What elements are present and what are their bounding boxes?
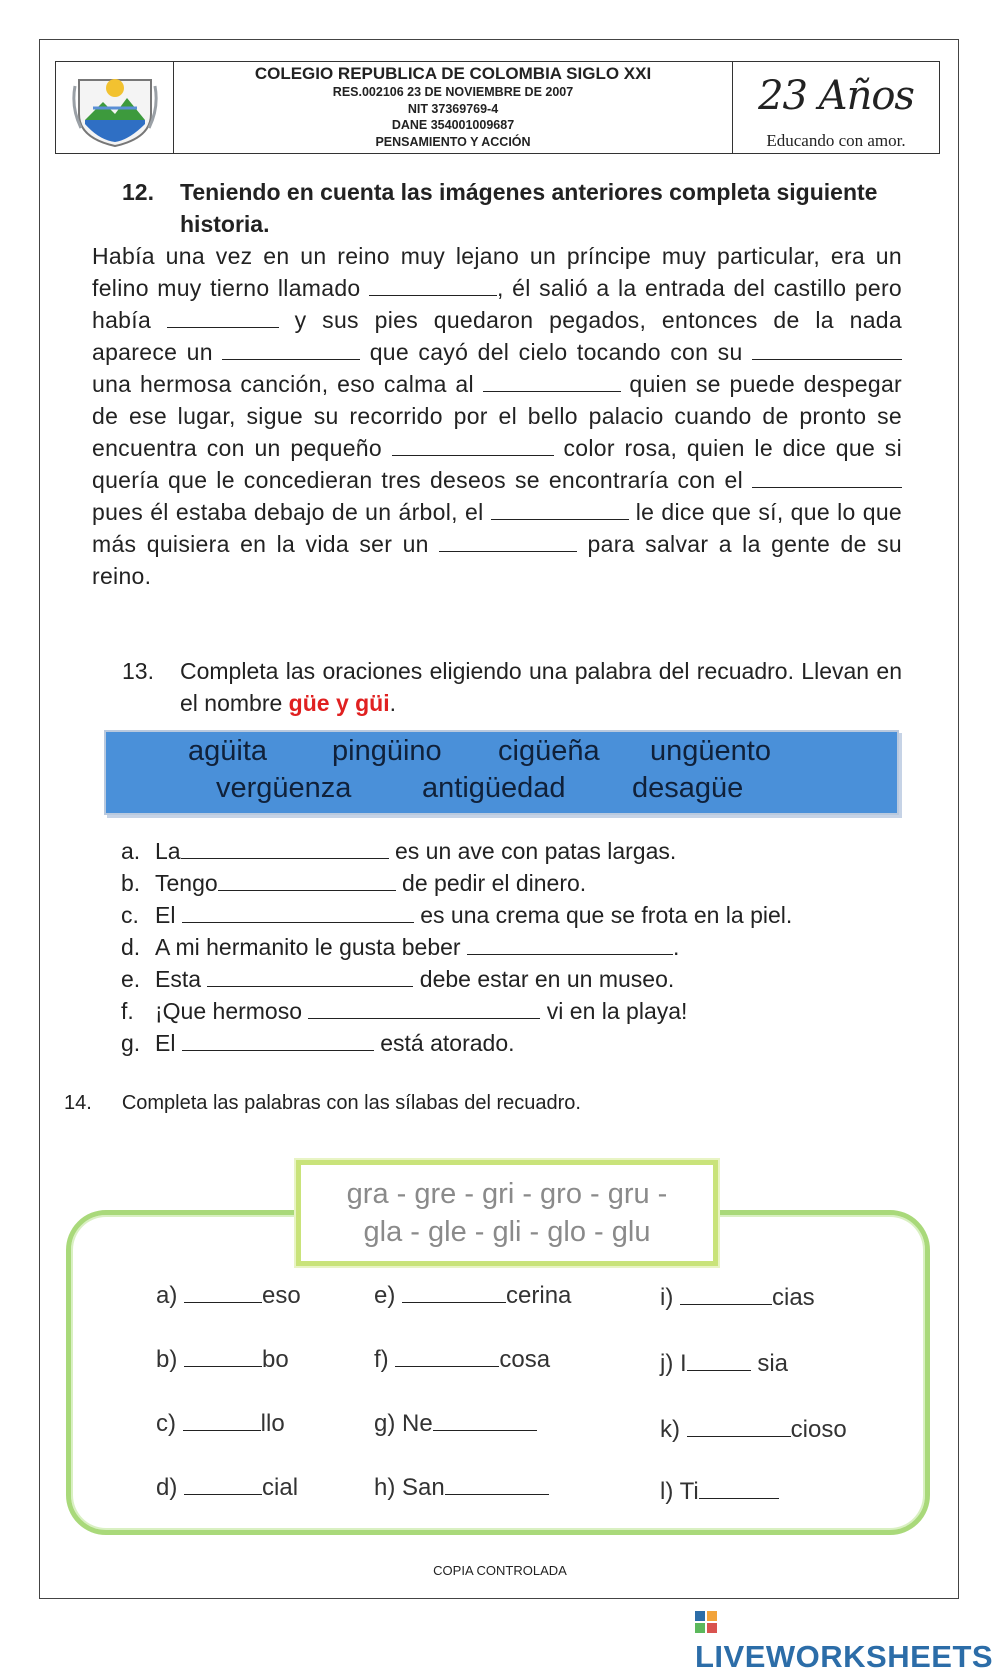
syllable-blank[interactable]: [402, 1282, 506, 1303]
sentence-item: [121, 899, 792, 931]
word-bank: [104, 730, 899, 815]
item-label: i): [660, 1284, 674, 1311]
sentence-blank[interactable]: [207, 966, 413, 987]
sentence-letter: a.: [121, 838, 141, 864]
syllable-blank[interactable]: [687, 1416, 791, 1437]
item-after: cias: [772, 1284, 815, 1311]
sentence-blank[interactable]: [308, 998, 540, 1019]
story-part: para salvar a la gente de su reino.: [92, 531, 902, 589]
item-before: Ti: [679, 1478, 699, 1505]
story-part: le dice que sí, que lo que más quisiera en la vida ser un: [92, 499, 902, 557]
item-label: j): [660, 1350, 674, 1377]
story-part: pues él estaba debajo de un árbol, el: [92, 499, 491, 525]
crest-icon: [69, 68, 161, 148]
story-part: una hermosa canción, eso calma al: [92, 371, 483, 397]
syllable-item: [156, 1474, 298, 1502]
story-blank[interactable]: [752, 467, 902, 488]
syllable-item: [374, 1346, 550, 1374]
word-bank-item: cigüeña: [498, 735, 600, 767]
item-after: cial: [262, 1474, 299, 1501]
story-blank[interactable]: [369, 275, 497, 296]
sentence-before: A mi hermanito le gusta beber: [155, 934, 467, 960]
sentence-after: de pedir el dinero.: [395, 870, 587, 896]
school-dane: DANE 354001009687: [391, 118, 515, 132]
item-label: d): [156, 1474, 178, 1501]
syllable-item: [374, 1474, 549, 1502]
q12-title: Teniendo en cuenta las imágenes anteriores completa siguiente historia.: [180, 179, 878, 237]
school-header: [55, 61, 940, 154]
syllable-blank[interactable]: [184, 1282, 262, 1303]
item-label: f): [374, 1346, 389, 1373]
controlled-copy-note: COPIA CONTROLADA: [433, 1563, 567, 1578]
sentence-item: [121, 867, 586, 899]
item-after: llo: [260, 1410, 285, 1437]
syllable-item: [660, 1478, 779, 1506]
sentence-after: .: [672, 934, 680, 960]
syllables-line: gla - gle - gli - glo - glu: [363, 1216, 651, 1248]
word-bank-item: desagüe: [632, 772, 744, 804]
item-label: l): [660, 1478, 674, 1505]
item-after: bo: [262, 1346, 289, 1373]
q13-number: 13.: [122, 658, 154, 684]
syllable-blank[interactable]: [680, 1284, 772, 1305]
story-blank[interactable]: [491, 499, 629, 520]
item-before: Ne: [402, 1410, 433, 1437]
sentence-blank[interactable]: [182, 902, 414, 923]
syllable-blank[interactable]: [184, 1474, 262, 1495]
syllable-item: [660, 1416, 847, 1444]
syllable-blank[interactable]: [699, 1478, 779, 1499]
sentence-letter: b.: [121, 870, 141, 896]
sentence-item: [121, 835, 676, 867]
sentence-blank[interactable]: [181, 838, 389, 859]
q13-highlight: güe y güi: [288, 690, 390, 716]
syllable-blank[interactable]: [184, 1346, 262, 1367]
story-blank[interactable]: [483, 371, 621, 392]
school-resolution: RES.002106 23 DE NOVIEMBRE DE 2007: [332, 85, 574, 99]
story-part: quien se puede despegar de ese lugar, sigue su recorrido por el bello palacio cuando de pronto se encuentra con un pequeño: [92, 371, 902, 461]
story-blank[interactable]: [392, 435, 554, 456]
story-part: Había una vez en un reino muy lejano un príncipe muy particular, era un felino muy tierno llamado: [92, 243, 902, 301]
item-label: k): [660, 1416, 680, 1443]
sentence-blank[interactable]: [182, 1030, 374, 1051]
sentence-after: vi en la playa!: [540, 998, 688, 1024]
item-after: eso: [262, 1282, 301, 1309]
sentence-before: El: [155, 902, 182, 928]
sentence-item: [121, 963, 674, 995]
syllable-blank[interactable]: [183, 1410, 261, 1431]
sentence-before: Tengo: [155, 870, 218, 896]
sentence-item: [121, 1027, 515, 1059]
school-nit: NIT 37369769-4: [407, 101, 499, 116]
item-label: c): [156, 1410, 176, 1437]
syllables-line: gra - gre - gri - gro - gru -: [346, 1178, 668, 1210]
sentence-blank[interactable]: [218, 870, 396, 891]
story-blank[interactable]: [439, 531, 577, 552]
story-part: , él salió a la entrada del castillo pero había: [92, 275, 902, 333]
item-label: a): [156, 1282, 178, 1309]
item-after: cosa: [499, 1346, 551, 1373]
item-label: g): [374, 1410, 396, 1437]
word-bank-item: pingüino: [332, 735, 442, 767]
sentence-before: El: [155, 1030, 182, 1056]
q14-instruction: Completa las palabras con las sílabas del recuadro.: [121, 1092, 581, 1114]
sentence-letter: f.: [121, 998, 134, 1024]
q14-title: [64, 1092, 581, 1115]
item-label: h): [374, 1474, 396, 1501]
syllable-item: [374, 1410, 537, 1438]
story-blank[interactable]: [752, 339, 902, 360]
q12-number: 12.: [122, 179, 154, 205]
liveworksheets-icon: [695, 1611, 717, 1633]
sentence-before: ¡Que hermoso: [155, 998, 309, 1024]
sentence-before: La: [155, 838, 181, 864]
sentence-after: es un ave con patas largas.: [388, 838, 677, 864]
liveworksheets-logo[interactable]: [695, 1603, 1000, 1675]
syllable-blank[interactable]: [445, 1474, 549, 1495]
sentence-letter: d.: [121, 934, 141, 960]
story-part: que cayó del cielo tocando con su: [360, 339, 752, 365]
story-blank[interactable]: [222, 339, 360, 360]
q13-instruction: Completa las oraciones eligiendo una palabra del recuadro. Llevan en el nombre: [180, 658, 902, 716]
story-paragraph: [92, 240, 902, 592]
sentence-after: está atorado.: [373, 1030, 515, 1056]
syllable-blank[interactable]: [687, 1350, 751, 1371]
sentence-after: debe estar en un museo.: [413, 966, 675, 992]
sentence-item: [121, 995, 687, 1027]
sentence-letter: g.: [121, 1030, 141, 1056]
school-name: COLEGIO REPUBLICA DE COLOMBIA SIGLO XXI: [254, 64, 652, 83]
story-part: y sus pies quedaron pegados, entonces de la nada aparece un: [92, 307, 902, 365]
word-bank-item: agüita: [188, 735, 268, 767]
syllable-blank[interactable]: [433, 1410, 537, 1431]
item-before: I: [680, 1350, 687, 1377]
syllable-item: [156, 1282, 301, 1310]
word-bank-item: ungüento: [650, 735, 771, 767]
anniversary-motto: Educando con amor.: [766, 131, 906, 150]
word-bank-item: vergüenza: [216, 772, 352, 804]
q13-end: .: [389, 690, 397, 716]
syllable-item: [660, 1284, 815, 1312]
syllable-item: [374, 1282, 571, 1310]
q14-number: 14.: [64, 1092, 92, 1114]
syllable-item: [660, 1350, 788, 1378]
school-crest: [56, 62, 174, 153]
syllable-box: [296, 1160, 718, 1266]
item-label: e): [374, 1282, 396, 1309]
sentence-after: es una crema que se frota en la piel.: [413, 902, 793, 928]
q13-title: [180, 655, 902, 719]
story-blank[interactable]: [167, 307, 279, 328]
syllable-item: [156, 1346, 289, 1374]
item-after: cerina: [506, 1282, 572, 1309]
brand-text: LIVEWORKSHEETS: [695, 1639, 994, 1674]
word-bank-item: antigüedad: [422, 772, 566, 804]
syllable-blank[interactable]: [395, 1346, 499, 1367]
sentence-letter: e.: [121, 966, 141, 992]
item-after: cioso: [790, 1416, 847, 1443]
sentence-blank[interactable]: [467, 934, 673, 955]
item-after: sia: [750, 1350, 789, 1377]
item-label: b): [156, 1346, 178, 1373]
sentence-before: Esta: [155, 966, 208, 992]
anniversary-title: 23 Años: [758, 73, 914, 119]
school-motto: PENSAMIENTO Y ACCIÓN: [375, 134, 531, 149]
syllable-item: [156, 1410, 285, 1438]
item-before: San: [402, 1474, 445, 1501]
story-part: color rosa, quien le dice que si quería que le concedieran tres deseos se encontraría con el: [92, 435, 902, 493]
sentence-item: [121, 931, 679, 963]
sentence-letter: c.: [121, 902, 139, 928]
